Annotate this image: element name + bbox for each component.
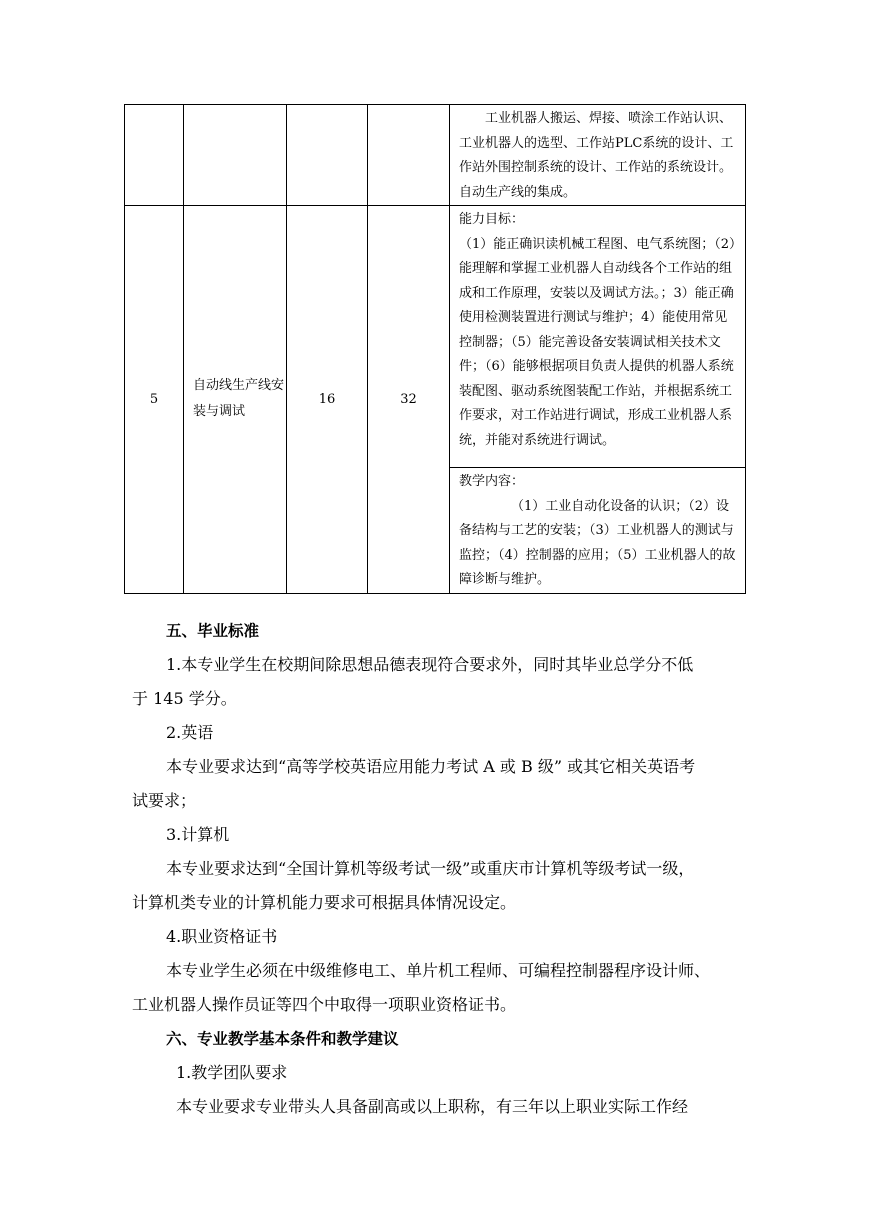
table-row [125,105,746,206]
paragraph-line: 本专业学生必须在中级维修电工、单片机工程师、可编程控制器程序设计师、 [166,961,711,980]
table-cell-course-name: 自动线生产线安装与调试 [184,206,287,594]
paragraph-line: 本专业要求专业带头人具备副高或以上职称，有三年以上职业实际工作经 [176,1097,689,1116]
subsection-title: 2.英语 [166,723,214,742]
table-cell-ability [450,206,746,468]
paragraph-line: 本专业要求达到“全国计算机等级考试一级”或重庆市计算机等级考试一级， [166,859,695,878]
table-cell-value-a: 16 [287,206,368,594]
table-cell-value-a [287,105,368,206]
table-cell-description [450,105,746,206]
table-cell-number: 5 [125,206,184,594]
paragraph-line: 于 145 学分。 [132,689,237,708]
subsection-title: 4.职业资格证书 [166,927,278,946]
paragraph-line: 工业机器人操作员证等四个中取得一项职业资格证书。 [132,995,517,1014]
table-cell-value-b [368,105,450,206]
table-cell-content [450,468,746,594]
section-heading: 六、专业教学基本条件和教学建议 [166,1030,399,1048]
content-text: （1）工业自动化设备的认识；（2）设备结构与工艺的安装；（3）工业机器人的测试与监控；（4）控制器的应用；（5）工业机器人的故障诊断与维护。 [459,498,736,587]
subsection-title: 1.教学团队要求 [176,1063,288,1082]
section-heading: 五、毕业标准 [166,622,260,640]
curriculum-table [124,104,746,594]
paragraph-line: 本专业要求达到“高等学校英语应用能力考试 A 或 B 级” 或其它相关英语考 [166,757,696,776]
paragraph-line: 1.本专业学生在校期间除思想品德表现符合要求外，同时其毕业总学分不低 [166,655,694,674]
content-title: 教学内容： [459,474,525,489]
table-cell-value-b: 32 [368,206,450,594]
ability-text: （1）能正确识读机械工程图、电气系统图；（2）能理解和掌握工业机器人自动线各个工作站的组成和工作原理，安装以及调试方法。；3）能正确使用检测装置进行测试与维护；4）能使用常见控制器；（5）能完善设备安装调试相关技术文件；（6）能够根据项目负责人提供的机器人系统装配图、驱动系统图装配工作站，并根据系统工作要求，对工作站进行调试，形成工业机器人系统，并能对系统进行调试。 [459,236,736,448]
ability-title: 能力目标： [459,212,525,227]
table-cell-number [125,105,184,206]
continuation-description: 工业机器人搬运、焊接、喷涂工作站认识、工业机器人的选型、工作站PLC系统的设计、工作站外围控制系统的设计、工作站的系统设计。自动生产线的集成。 [459,111,734,200]
table-cell-course-name [184,105,287,206]
table-row [125,206,746,468]
paragraph-line: 试要求； [132,791,197,810]
paragraph-line: 计算机类专业的计算机能力要求可根据具体情况设定。 [132,893,517,912]
subsection-title: 3.计算机 [166,825,230,844]
